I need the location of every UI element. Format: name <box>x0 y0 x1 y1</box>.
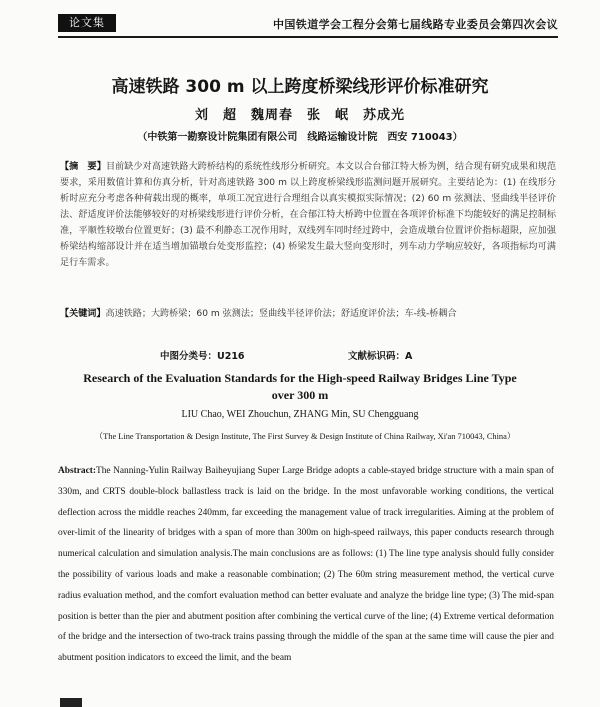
paper-title-cn: 高速铁路 300 m 以上跨度桥梁线形评价标准研究 <box>111 77 489 97</box>
keywords-cn-text: 高速铁路；大跨桥梁；60 m 弦测法；竖曲线半径评价法；舒适度评价法；车-线-桥耦合 <box>105 309 457 319</box>
authors-cn: 刘 超 魏周春 张 岷 苏成光 <box>194 108 405 123</box>
document-code: 文献标识码：A <box>348 351 413 362</box>
abstract-en <box>58 461 554 669</box>
paper-title-en: Research of the Evaluation Standards for the High-speed Railway Bridges Line Type over 300 m <box>83 371 517 402</box>
keywords-cn <box>60 306 556 322</box>
abstract-cn-label: 【摘 要】 <box>60 162 106 172</box>
authors-en: LIU Chao, WEI Zhouchun, ZHANG Min, SU Chengguang <box>181 409 419 420</box>
section-tag: 论文集 <box>58 14 116 32</box>
affiliation-en: （The Line Transportation & Design Institute, The First Survey & Design Institute of China Railway, Xi'an 710043, China） <box>94 432 516 441</box>
keywords-cn-label: 【关键词】 <box>60 309 106 319</box>
classification-number: 中图分类号：U216 <box>160 351 245 362</box>
abstract-en-label: Abstract: <box>58 466 97 476</box>
running-header <box>58 14 558 38</box>
affiliation-cn: （中铁第一勘察设计院集团有限公司 线路运输设计院 西安 710043） <box>137 132 463 143</box>
abstract-cn-text: 目前缺少对高速铁路大跨桥结构的系统性线形分析研究。本文以合台郁江特大桥为例，结合现有研究成果和规范要求，采用数值计算和仿真分析，针对高速铁路 300 m 以上跨度桥梁线形监测问题开展研究。主要结论为：(1) 在线形分析时应充分考虑各种荷载出现的概率，单项工况宜进行合理组合以真实模拟实际情况；(2) 60 m 弦测法、竖曲线半径评价法、舒适度评价法能够较好的对桥梁线形进行评价分析，在合郁江特大桥跨中位置在各项评价标准下均能较好的满足控制标准，平顺性较墩台位置更好；(3) 最不利静态工况作用时，双线列车同时经过跨中，会造成墩台位置评价指标超限，应加强桥梁结构缩部设计并在适当增加锚墩台处变形监控；(4) 桥梁发生最大竖向变形时，列车动力学响应较好，各项指标均可满足行车需求。 <box>60 162 556 268</box>
conference-title: 中国铁道学会工程分会第七届线路专业委员会第四次会议 <box>273 18 558 31</box>
page-number-marker <box>60 698 82 707</box>
abstract-en-text: The Nanning-Yulin Railway Baiheyujiang Super Large Bridge adopts a cable-stayed bridge structure with a main span of 330m, and CRTS double-block ballastless track is laid on the bridge. In the most unfavorable working conditions, the vertical deflection across the middle reaches 240mm, far exceeding the management value of track irregularities. Aiming at the problem of over-limit of the linearity of bridges with a span of more than 300m on high-speed railways, this paper conducts research through numerical calculation and simulation analysis.The main conclusions are as follows: (1) The line type analysis should fully consider the possibility of various loads and make a reasonable combination; (2) The 60m string measurement method, the vertical curve radius evaluation method, and the comfort evaluation method can better evaluate and analyze the bridge line type; (3) The mid-span position is better than the pier and abutment position after combining the vertical curve of the line; (4) Extreme vertical deformation of the bridge and the intersection of two-track trains passing through the middle of the span at the same time will cause the pier and abutment position indicators to exceed the limit, and the beam <box>58 466 554 664</box>
abstract-cn <box>60 159 556 271</box>
